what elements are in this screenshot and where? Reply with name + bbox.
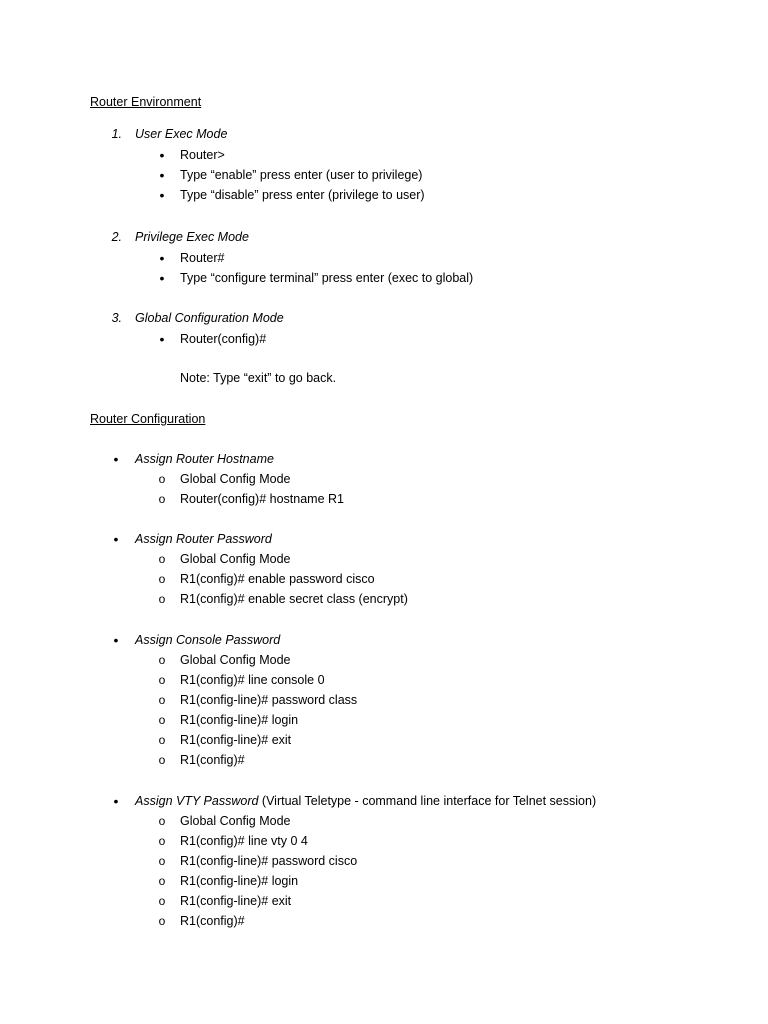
circle-bullet-icon: o (158, 713, 166, 727)
bullet-item: Router# (180, 251, 225, 265)
circle-bullet-icon: o (158, 894, 166, 908)
circle-bullet-icon: o (158, 834, 166, 848)
config-command: R1(config-line)# password class (180, 693, 358, 707)
config-command: R1(config-line)# login (180, 713, 299, 727)
mode-title: User Exec Mode (135, 127, 228, 141)
circle-bullet-icon: o (158, 854, 166, 868)
config-heading (135, 451, 274, 467)
section-title: Router Environment (90, 95, 202, 109)
circle-bullet-icon: o (158, 693, 166, 707)
circle-bullet-icon: o (158, 814, 166, 828)
circle-bullet-icon: o (158, 552, 166, 566)
circle-bullet-icon: o (158, 653, 166, 667)
config-command: R1(config)# (180, 753, 245, 767)
list-number: 1. (111, 127, 122, 141)
bullet-item: Router> (180, 148, 225, 162)
config-title: Assign Console Password (135, 633, 281, 647)
circle-bullet-icon: o (158, 733, 166, 747)
config-heading (135, 632, 280, 648)
circle-bullet-icon: o (158, 572, 166, 586)
bullet-icon: • (159, 147, 165, 163)
config-title: Assign VTY Password (135, 794, 259, 808)
config-heading (135, 793, 596, 809)
config-command: R1(config)# (180, 914, 245, 928)
bullet-item: Router(config)# (180, 332, 267, 346)
bullet-item: Type “configure terminal” press enter (exec to global) (180, 271, 474, 285)
config-command: Router(config)# hostname R1 (180, 492, 344, 506)
bullet-icon: • (159, 270, 165, 286)
bullet-icon: • (113, 531, 119, 547)
config-command: R1(config)# line vty 0 4 (180, 834, 308, 848)
circle-bullet-icon: o (158, 753, 166, 767)
mode-title: Global Configuration Mode (135, 311, 284, 325)
mode-title: Privilege Exec Mode (135, 230, 249, 244)
note-text: Note: Type “exit” to go back. (180, 371, 337, 385)
config-command: R1(config-line)# exit (180, 894, 292, 908)
config-command: Global Config Mode (180, 814, 291, 828)
bullet-icon: • (159, 187, 165, 203)
config-heading (135, 531, 272, 547)
section-title: Router Configuration (90, 412, 206, 426)
bullet-icon: • (113, 451, 119, 467)
circle-bullet-icon: o (158, 914, 166, 928)
config-command: R1(config)# enable password cisco (180, 572, 375, 586)
bullet-icon: • (159, 250, 165, 266)
config-description: (Virtual Teletype - command line interface for Telnet session) (258, 794, 597, 808)
config-command: Global Config Mode (180, 472, 291, 486)
config-command: R1(config-line)# password cisco (180, 854, 358, 868)
config-command: Global Config Mode (180, 653, 291, 667)
config-title: Assign Router Hostname (135, 452, 274, 466)
circle-bullet-icon: o (158, 592, 166, 606)
circle-bullet-icon: o (158, 673, 166, 687)
config-command: R1(config)# enable secret class (encrypt) (180, 592, 408, 606)
config-command: Global Config Mode (180, 552, 291, 566)
circle-bullet-icon: o (158, 472, 166, 486)
circle-bullet-icon: o (158, 874, 166, 888)
bullet-icon: • (159, 167, 165, 183)
circle-bullet-icon: o (158, 492, 166, 506)
list-number: 3. (111, 311, 122, 325)
bullet-icon: • (113, 632, 119, 648)
list-number: 2. (111, 230, 122, 244)
config-command: R1(config-line)# login (180, 874, 299, 888)
config-command: R1(config-line)# exit (180, 733, 292, 747)
bullet-icon: • (113, 793, 119, 809)
config-command: R1(config)# line console 0 (180, 673, 325, 687)
bullet-item: Type “disable” press enter (privilege to user) (180, 188, 425, 202)
config-title: Assign Router Password (135, 532, 272, 546)
bullet-icon: • (159, 331, 165, 347)
bullet-item: Type “enable” press enter (user to privilege) (180, 168, 423, 182)
